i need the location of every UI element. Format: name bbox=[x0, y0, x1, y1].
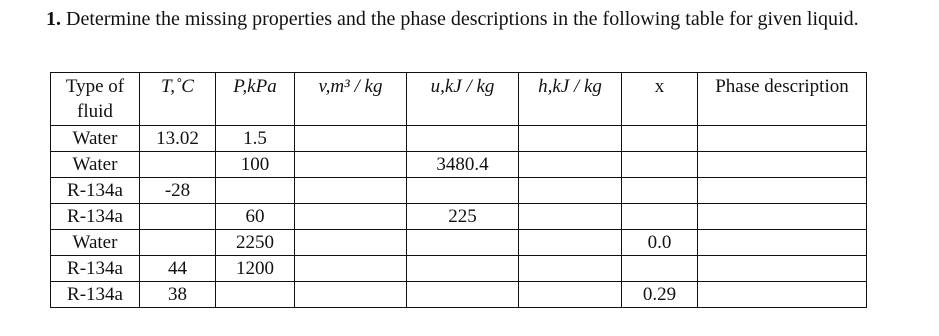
header-quality: x bbox=[622, 73, 698, 126]
cell-pressure: 2250 bbox=[216, 230, 295, 256]
question-number: 1. bbox=[46, 8, 61, 30]
cell-pressure: 60 bbox=[216, 204, 295, 230]
cell-quality bbox=[622, 152, 698, 178]
header-pressure: P,kPa bbox=[216, 73, 295, 126]
cell-internal-energy bbox=[407, 282, 519, 308]
header-specific-volume: v,m³ / kg bbox=[295, 73, 407, 126]
cell-type: R-134a bbox=[51, 178, 140, 204]
cell-enthalpy bbox=[519, 126, 622, 152]
question-text: Determine the missing properties and the phase descriptions in the following table for given liquid. bbox=[66, 8, 859, 30]
cell-temperature: 38 bbox=[140, 282, 216, 308]
cell-specific-volume bbox=[295, 282, 407, 308]
cell-temperature bbox=[140, 152, 216, 178]
cell-pressure bbox=[216, 178, 295, 204]
cell-phase-description bbox=[698, 230, 867, 256]
cell-type: Water bbox=[51, 126, 140, 152]
cell-temperature: 44 bbox=[140, 256, 216, 282]
cell-temperature: 13.02 bbox=[140, 126, 216, 152]
header-temperature: T,˚C bbox=[140, 73, 216, 126]
cell-phase-description bbox=[698, 152, 867, 178]
cell-quality bbox=[622, 178, 698, 204]
header-enthalpy: h,kJ / kg bbox=[519, 73, 622, 126]
cell-type: R-134a bbox=[51, 204, 140, 230]
cell-enthalpy bbox=[519, 178, 622, 204]
cell-type: R-134a bbox=[51, 282, 140, 308]
cell-temperature: -28 bbox=[140, 178, 216, 204]
header-type-of-fluid: Type of fluid bbox=[51, 73, 140, 126]
cell-internal-energy: 225 bbox=[407, 204, 519, 230]
cell-enthalpy bbox=[519, 282, 622, 308]
cell-quality: 0.29 bbox=[622, 282, 698, 308]
question-prompt bbox=[46, 5, 906, 34]
cell-phase-description bbox=[698, 204, 867, 230]
cell-quality: 0.0 bbox=[622, 230, 698, 256]
cell-specific-volume bbox=[295, 256, 407, 282]
cell-quality bbox=[622, 126, 698, 152]
cell-enthalpy bbox=[519, 204, 622, 230]
cell-enthalpy bbox=[519, 152, 622, 178]
table-row bbox=[51, 256, 867, 282]
cell-phase-description bbox=[698, 282, 867, 308]
cell-pressure: 1.5 bbox=[216, 126, 295, 152]
cell-internal-energy bbox=[407, 230, 519, 256]
cell-pressure: 100 bbox=[216, 152, 295, 178]
cell-internal-energy bbox=[407, 256, 519, 282]
cell-quality bbox=[622, 204, 698, 230]
cell-enthalpy bbox=[519, 256, 622, 282]
cell-specific-volume bbox=[295, 230, 407, 256]
properties-table bbox=[50, 72, 867, 308]
table-row bbox=[51, 178, 867, 204]
cell-internal-energy: 3480.4 bbox=[407, 152, 519, 178]
cell-phase-description bbox=[698, 178, 867, 204]
table-row bbox=[51, 126, 867, 152]
cell-quality bbox=[622, 256, 698, 282]
cell-internal-energy bbox=[407, 178, 519, 204]
cell-specific-volume bbox=[295, 204, 407, 230]
cell-specific-volume bbox=[295, 126, 407, 152]
table-row bbox=[51, 204, 867, 230]
table-header-row bbox=[51, 73, 867, 126]
cell-internal-energy bbox=[407, 126, 519, 152]
cell-pressure bbox=[216, 282, 295, 308]
cell-phase-description bbox=[698, 256, 867, 282]
table-row bbox=[51, 282, 867, 308]
cell-temperature bbox=[140, 204, 216, 230]
cell-specific-volume bbox=[295, 178, 407, 204]
cell-pressure: 1200 bbox=[216, 256, 295, 282]
table-row bbox=[51, 152, 867, 178]
cell-temperature bbox=[140, 230, 216, 256]
cell-phase-description bbox=[698, 126, 867, 152]
table-row bbox=[51, 230, 867, 256]
cell-type: Water bbox=[51, 152, 140, 178]
cell-type: R-134a bbox=[51, 256, 140, 282]
header-phase-description: Phase description bbox=[698, 73, 867, 126]
header-internal-energy: u,kJ / kg bbox=[407, 73, 519, 126]
cell-specific-volume bbox=[295, 152, 407, 178]
cell-enthalpy bbox=[519, 230, 622, 256]
cell-type: Water bbox=[51, 230, 140, 256]
